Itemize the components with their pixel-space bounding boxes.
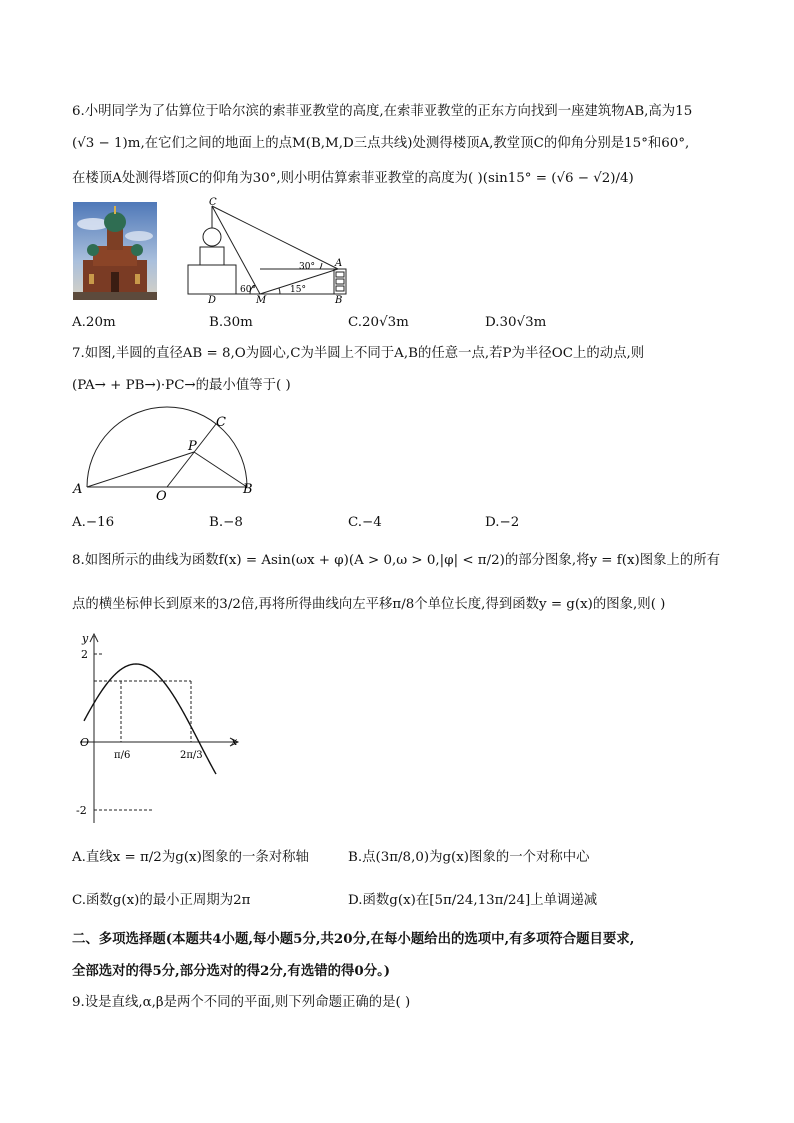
label-b: B — [243, 482, 253, 497]
angle-60: 60° — [240, 285, 256, 295]
q8-option-b[interactable]: B.点(3π/8,0)为g(x)图象的一个对称中心 — [348, 850, 590, 865]
axis-x-label: x — [231, 735, 238, 748]
q9-line-1: 9.设是直线,α,β是两个不同的平面,则下列命题正确的是( ) — [72, 995, 411, 1010]
label-p: P — [188, 439, 197, 454]
q8-line-2: 点的横坐标伸长到原来的3/2倍,再将所得曲线向左平移π/8个单位长度,得到函数y = g(x)的图象,则( ) — [72, 597, 666, 612]
angle-30: 30° — [299, 262, 315, 272]
q6-option-c[interactable]: C.20√3m — [348, 315, 409, 330]
label-c: C — [209, 197, 217, 208]
label-m: M — [256, 295, 267, 306]
q6-line-1: 6.小明同学为了估算位于哈尔滨的索菲亚教堂的高度,在索菲亚教堂的正东方向找到一座建筑物AB,高为15 — [72, 104, 693, 119]
q8-line-1: 8.如图所示的曲线为函数f(x) = Asin(ωx + φ)(A > 0,ω > 0,|φ| < π/2)的部分图象,将y = f(x)图象上的所有 — [72, 553, 721, 568]
q7-option-d[interactable]: D.−2 — [485, 515, 520, 530]
label-o: O — [156, 489, 167, 504]
label-a: A — [73, 482, 83, 497]
q7-figure — [70, 405, 270, 505]
label-b: B — [335, 295, 343, 306]
q6-option-a[interactable]: A.20m — [72, 315, 116, 330]
tick-pi6: π/6 — [114, 750, 131, 761]
section-2-heading-line-2: 全部选对的得5分,部分选对的得2分,有选错的得0分。) — [72, 963, 391, 979]
q8-option-a[interactable]: A.直线x = π/2为g(x)图象的一条对称轴 — [72, 850, 309, 865]
q6-line-3: 在楼顶A处测得塔顶C的仰角为30°,则小明估算索菲亚教堂的高度为( )(sin15° = (√6 − √2)/4) — [72, 171, 634, 186]
tick-2: 2 — [81, 648, 88, 661]
label-d: D — [208, 295, 217, 306]
cathedral-photo — [73, 202, 157, 300]
q8-option-d[interactable]: D.函数g(x)在[5π/24,13π/24]上单调递减 — [348, 893, 598, 908]
q6-figure — [180, 197, 360, 307]
q7-option-a[interactable]: A.−16 — [72, 515, 115, 530]
q7-option-b[interactable]: B.−8 — [209, 515, 243, 530]
q8-graph — [70, 628, 250, 828]
angle-15: 15° — [290, 285, 306, 295]
q7-option-c[interactable]: C.−4 — [348, 515, 382, 530]
q8-option-c[interactable]: C.函数g(x)的最小正周期为2π — [72, 893, 251, 908]
tick-neg-2: -2 — [76, 804, 87, 817]
q6-option-d[interactable]: D.30√3m — [485, 315, 547, 330]
q7-line-2: (PA→ + PB→)·PC→的最小值等于( ) — [72, 378, 291, 393]
q6-option-b[interactable]: B.30m — [209, 315, 253, 330]
label-c: C — [216, 415, 226, 430]
origin-label: O — [80, 736, 90, 749]
section-2-heading-line-1: 二、多项选择题(本题共4小题,每小题5分,共20分,在每小题给出的选项中,有多项符合题目要求, — [72, 931, 635, 947]
q7-line-1: 7.如图,半圆的直径AB = 8,O为圆心,C为半圆上不同于A,B的任意一点,若P为半径OC上的动点,则 — [72, 346, 645, 361]
label-a: A — [335, 258, 343, 269]
tick-2pi3: 2π/3 — [180, 750, 203, 761]
q6-line-2: (√3 − 1)m,在它们之间的地面上的点M(B,M,D三点共线)处测得楼顶A,教堂顶C的仰角分别是15°和60°, — [72, 136, 690, 151]
axis-y-label: y — [82, 632, 89, 645]
